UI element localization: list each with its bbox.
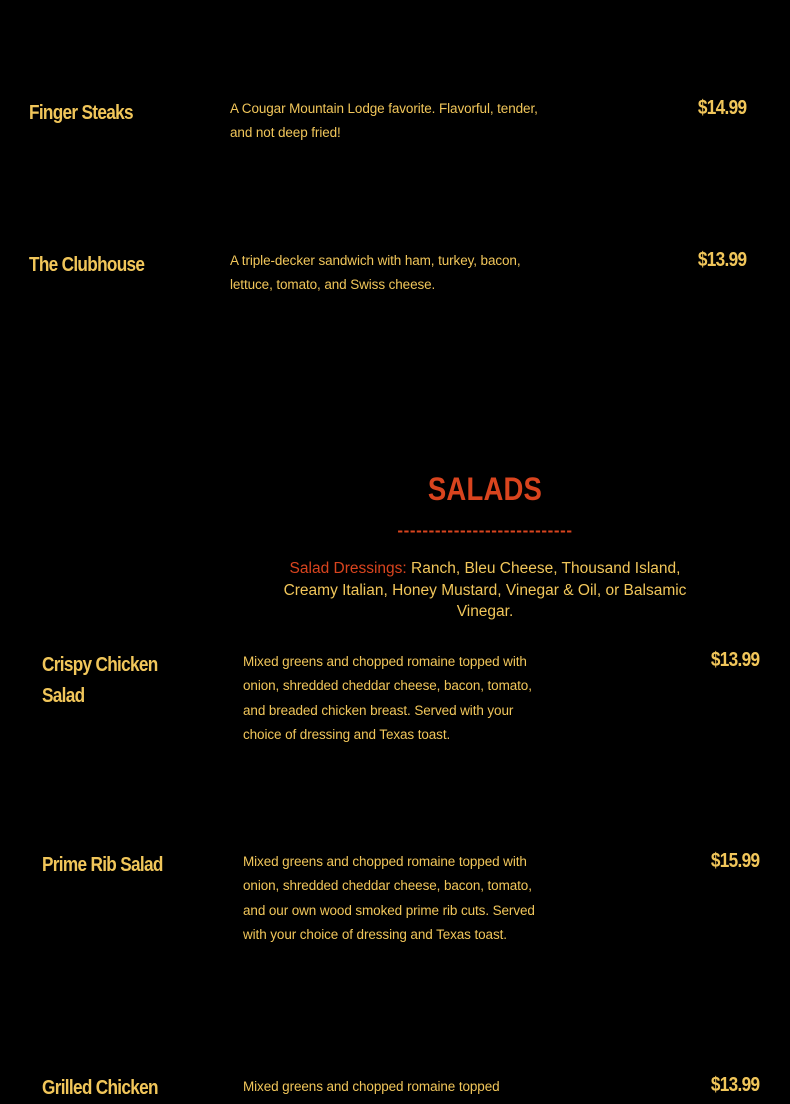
menu-item-name [42, 650, 158, 712]
menu-item-name-line: Salad [42, 685, 85, 707]
menu-item-name: Grilled Chicken [42, 1077, 158, 1099]
salad-dressings-label: Salad Dressings: [289, 560, 407, 577]
menu-item-description: A Cougar Mountain Lodge favorite. Flavorful, tender, and not deep fried! [230, 101, 538, 141]
section-heading: SALADS [427, 471, 543, 507]
menu-item-description: Mixed greens and chopped romaine topped [243, 1079, 500, 1094]
menu-item-price: $13.99 [710, 649, 759, 671]
menu-item-name: Prime Rib Salad [42, 854, 163, 876]
menu-item-price: $15.99 [710, 850, 759, 872]
section-divider: ---------------------------- [397, 521, 573, 540]
menu-item-description: Mixed greens and chopped romaine topped with onion, shredded cheddar cheese, bacon, tomato, and our own wood smoked prime rib cuts. Served with your choice of dressing and Texas toast. [243, 854, 535, 942]
menu-item-name: The Clubhouse [29, 254, 145, 276]
menu-item-price: $13.99 [697, 249, 746, 271]
menu-item-name: Finger Steaks [29, 102, 133, 124]
menu-item-price: $14.99 [697, 97, 746, 119]
menu-item-description: A triple-decker sandwich with ham, turkey, bacon, lettuce, tomato, and Swiss cheese. [230, 253, 521, 293]
menu-item-price: $13.99 [710, 1074, 759, 1096]
menu-item-description: Mixed greens and chopped romaine topped with onion, shredded cheddar cheese, bacon, tomato, and breaded chicken breast. Served with your choice of dressing and Texas toast. [243, 654, 532, 742]
salad-dressings-note [282, 558, 688, 623]
menu-item-name-line: Crispy Chicken [42, 654, 158, 676]
salad-dressings-list: Ranch, Bleu Cheese, Thousand Island, Creamy Italian, Honey Mustard, Vinegar & Oil, or Balsamic Vinegar. [283, 560, 687, 620]
